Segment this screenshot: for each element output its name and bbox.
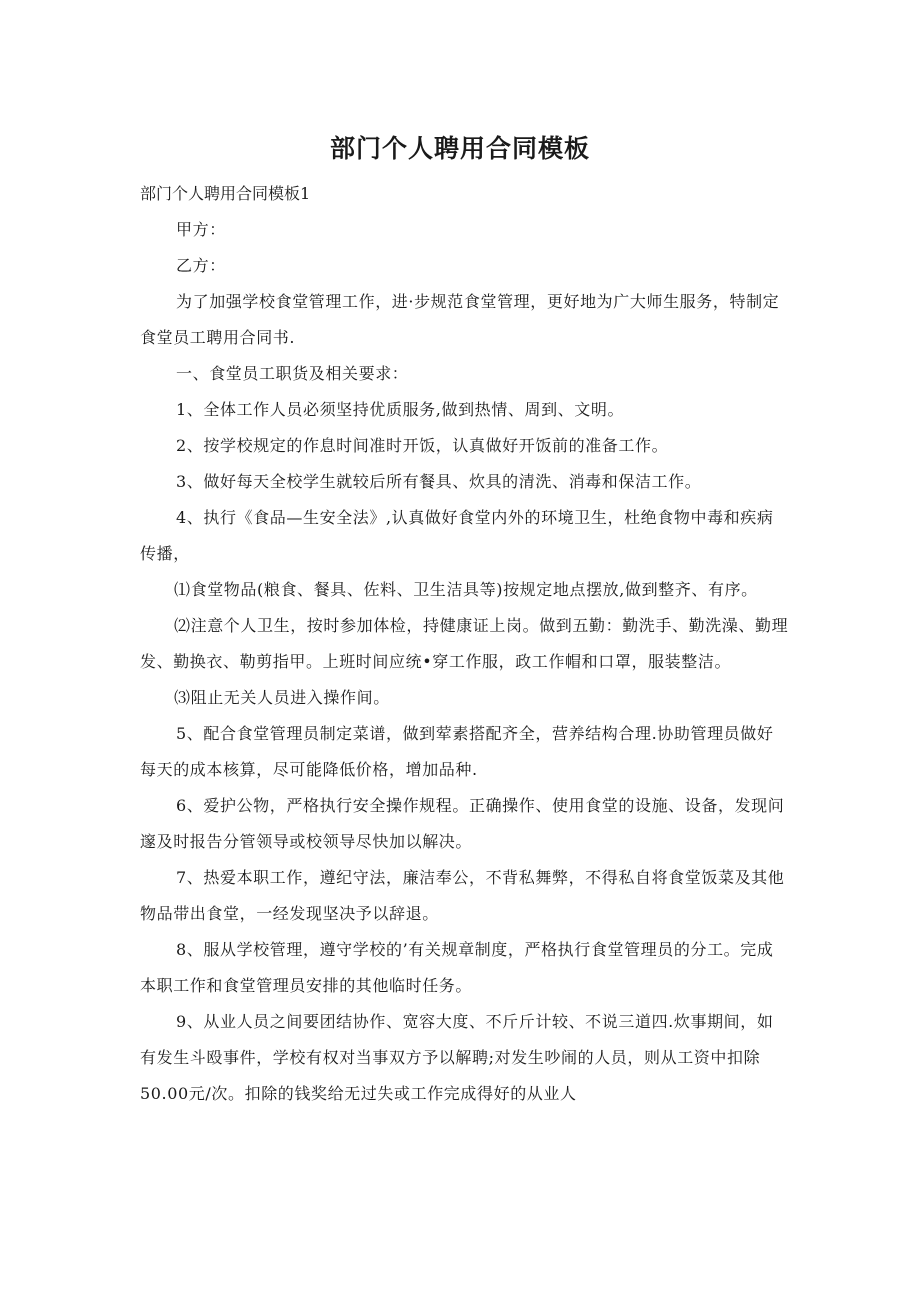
clause-2: 2、按学校规定的作息时间准时开饭，认真做好开饭前的准备工作。	[176, 436, 669, 455]
document-body	[140, 212, 790, 1112]
sub-clause-3: ⑶阻止无关人员进入操作间。	[174, 688, 390, 707]
clause-7: 7、热爱本职工作，遵纪守法，廉洁奉公，不背私舞弊，不得私自将食堂饭菜及其他物品带出食堂，一经发现坚决予以辞退。	[140, 868, 785, 923]
paragraph-intro: 为了加强学校食堂管理工作，进·步规范食堂管理，更好地为广大师生服务，特制定食堂员工聘用合同书.	[140, 292, 780, 347]
section-heading: 一、食堂员工职货及相关要求：	[176, 364, 409, 383]
clause-1: 1、全体工作人员必须坚持优质服务,做到热情、周到、文明。	[176, 400, 625, 419]
clause-3: 3、做好每天全校学生就较后所有餐具、炊具的清洗、消毒和保洁工作。	[176, 472, 702, 491]
paragraph-party-b: 乙方：	[176, 256, 226, 275]
document-subtitle: 部门个人聘用合同模板1	[140, 184, 311, 203]
page-title: 部门个人聘用合同模板	[329, 134, 590, 163]
clause-9: 9、从业人员之间要团结协作、宽容大度、不斤斤计较、不说三道四.炊事期间，如有发生斗殴事件，学校有权对当事双方予以解聘;对发生吵闹的人员，则从工资中扣除50.00元/次。扣除的钱奖给无过失或工作完成得好的从业人	[140, 1012, 774, 1103]
sub-clause-1: ⑴食堂物品(粮食、餐具、佐料、卫生洁具等)按规定地点摆放,做到整齐、有序。	[174, 580, 758, 599]
clause-8: 8、服从学校管理，遵守学校的’有关规章制度，严格执行食堂管理员的分工。完成本职工作和食堂管理员安排的其他临时任务。	[140, 940, 774, 995]
clause-4: 4、执行《食品—生安全法》,认真做好食堂内外的环境卫生，杜绝食物中毒和疾病传播，	[140, 508, 774, 563]
clause-6: 6、爱护公物，严格执行安全操作规程。正确操作、使用食堂的设施、设备，发现问邃及时报告分管领导或校领导尽快加以解决。	[140, 796, 785, 851]
paragraph-party-a: 甲方：	[176, 220, 226, 239]
sub-clause-2: ⑵注意个人卫生，按时参加体检，持健康证上岗。做到五勤：勤洗手、勤洗澡、勤理发、勤换衣、勒剪指甲。上班时间应统•穿工作服，政工作帽和口罩，服装整洁。	[140, 616, 789, 671]
clause-5: 5、配合食堂管理员制定菜谱，做到荤素搭配齐全，营养结构合理.协助管理员做好每天的成本核算，尽可能降低价格，增加品种.	[140, 724, 774, 779]
